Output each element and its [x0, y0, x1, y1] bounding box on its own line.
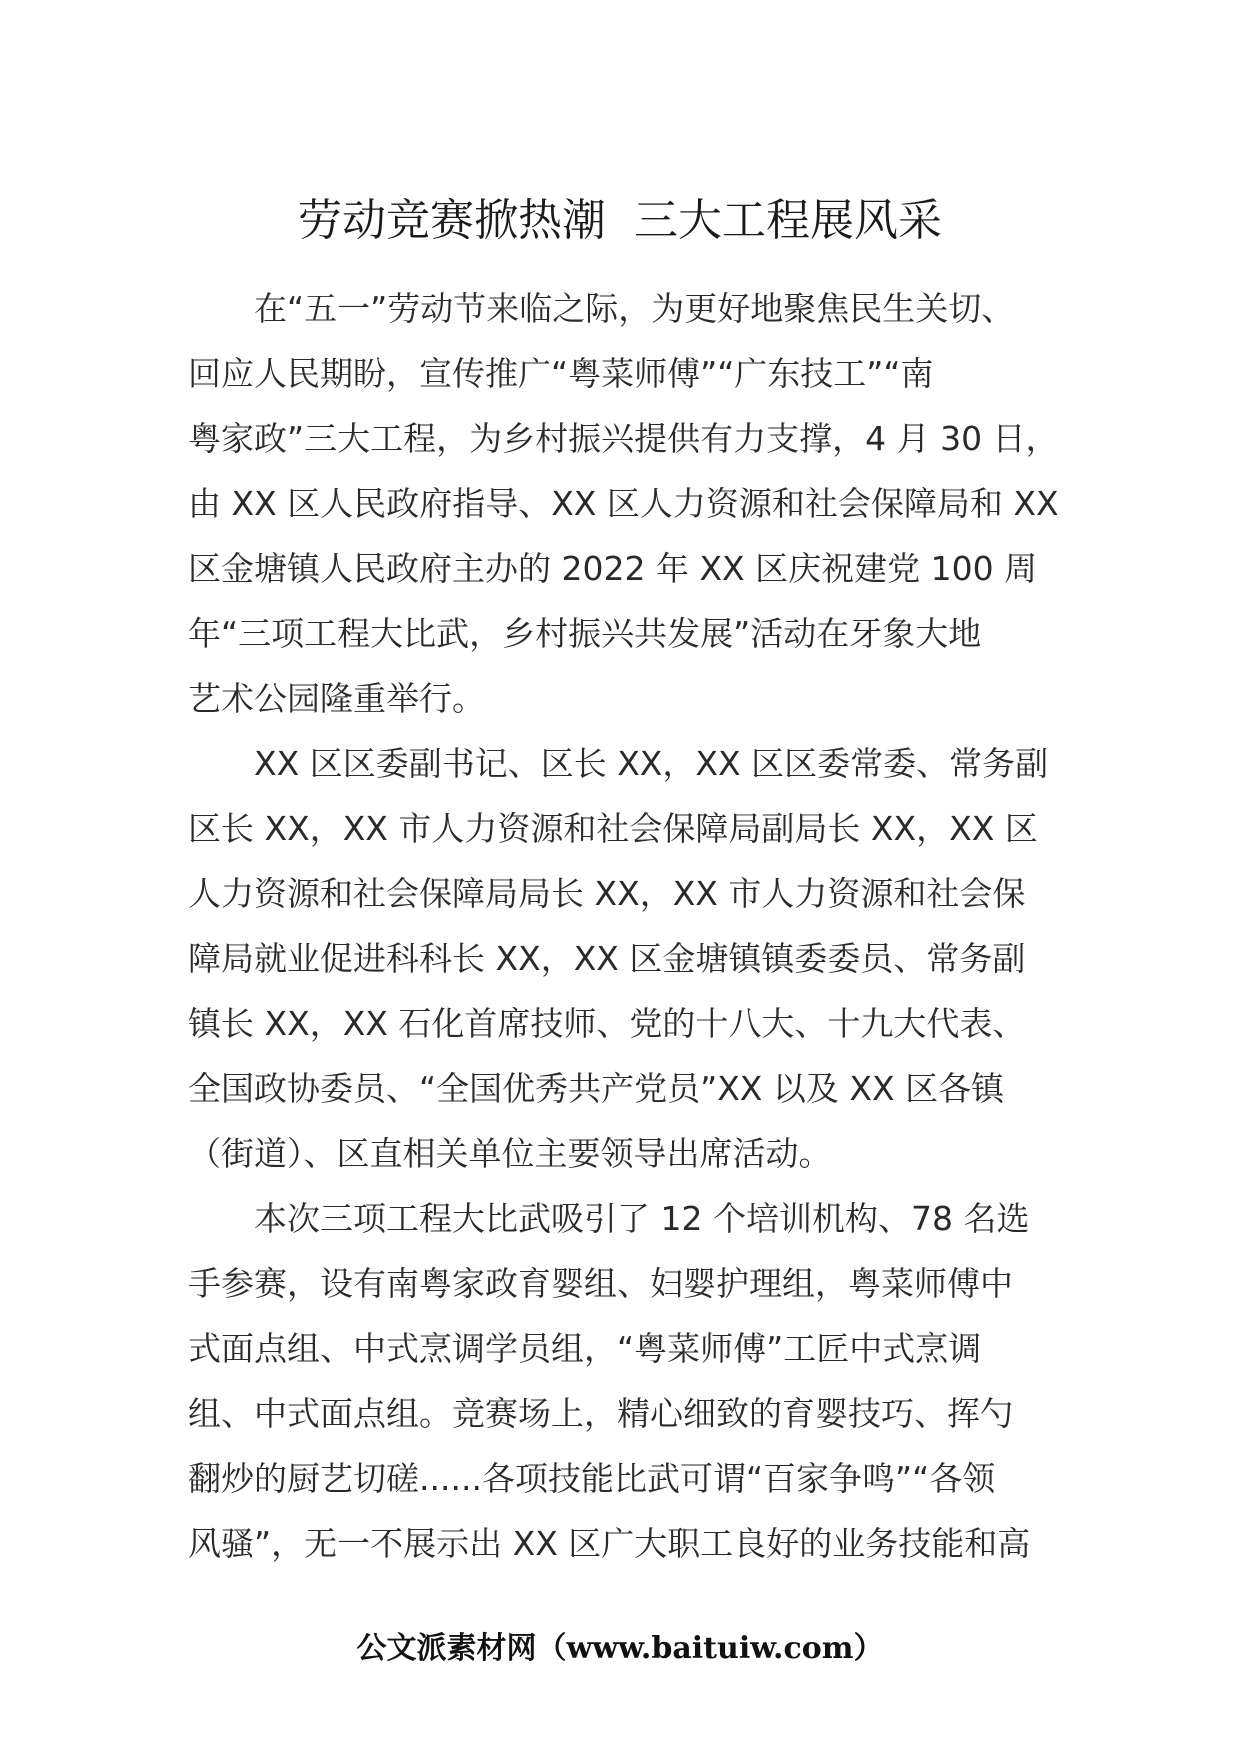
paragraph-1-line-4: 由 XX 区人民政府指导、XX 区人力资源和社会保障局和 XX [188, 484, 1059, 523]
paragraph-3-line-6: 风骚”，无一不展示出 XX 区广大职工良好的业务技能和高 [188, 1524, 1031, 1563]
paragraph-3-line-3: 式面点组、中式烹调学员组，“粤菜师傅”工匠中式烹调 [188, 1329, 982, 1368]
paragraph-3-line-4: 组、中式面点组。竞赛场上，精心细致的育婴技巧、挥勺 [188, 1394, 1013, 1433]
paragraph-1-line-3: 粤家政”三大工程，为乡村振兴提供有力支撑，4 月 30 日， [188, 419, 1059, 458]
paragraph-2-line-7: （街道）、区直相关单位主要领导出席活动。 [188, 1134, 832, 1173]
paragraph-2-line-4: 障局就业促进科科长 XX，XX 区金塘镇镇委委员、常务副 [188, 939, 1026, 978]
paragraph-2-line-5: 镇长 XX，XX 石化首席技师、党的十八大、十九大代表、 [188, 1004, 1026, 1043]
paragraph-3-line-2: 手参赛，设有南粤家政育婴组、妇婴护理组，粤菜师傅中 [188, 1264, 1013, 1303]
paragraph-1-line-2: 回应人民期盼，宣传推广“粤菜师傅”“广东技工”“南 [188, 354, 934, 393]
paragraph-1-line-5: 区金塘镇人民政府主办的 2022 年 XX 区庆祝建党 100 周 [188, 549, 1038, 588]
paragraph-3-line-5: 翻炒的厨艺切磋......各项技能比武可谓“百家争鸣”“各领 [188, 1459, 996, 1498]
paragraph-2-line-1: XX 区区委副书记、区长 XX，XX 区区委常委、常务副 [254, 744, 1049, 783]
paragraph-1-line-7: 艺术公园隆重举行。 [188, 679, 485, 718]
paragraph-1-line-1: 在“五一”劳动节来临之际，为更好地聚焦民生关切、 [254, 289, 1015, 328]
paragraph-2-line-2: 区长 XX，XX 市人力资源和社会保障局副局长 XX，XX 区 [188, 809, 1038, 848]
document-body [188, 276, 1088, 1576]
paragraph-2-line-6: 全国政协委员、“全国优秀共产党员”XX 以及 XX 区各镇 [188, 1069, 1005, 1108]
paragraph-3-line-1: 本次三项工程大比武吸引了 12 个培训机构、78 名选 [254, 1199, 1030, 1238]
paragraph-2-line-3: 人力资源和社会保障局局长 XX，XX 市人力资源和社会保 [188, 874, 1026, 913]
document-title: 劳动竞赛掀热潮 三大工程展风采 [298, 195, 942, 246]
paragraph-1-line-6: 年“三项工程大比武，乡村振兴共发展”活动在牙象大地 [188, 614, 982, 653]
footer-watermark: 公文派素材网（www.baituiw.com） [356, 1631, 884, 1666]
